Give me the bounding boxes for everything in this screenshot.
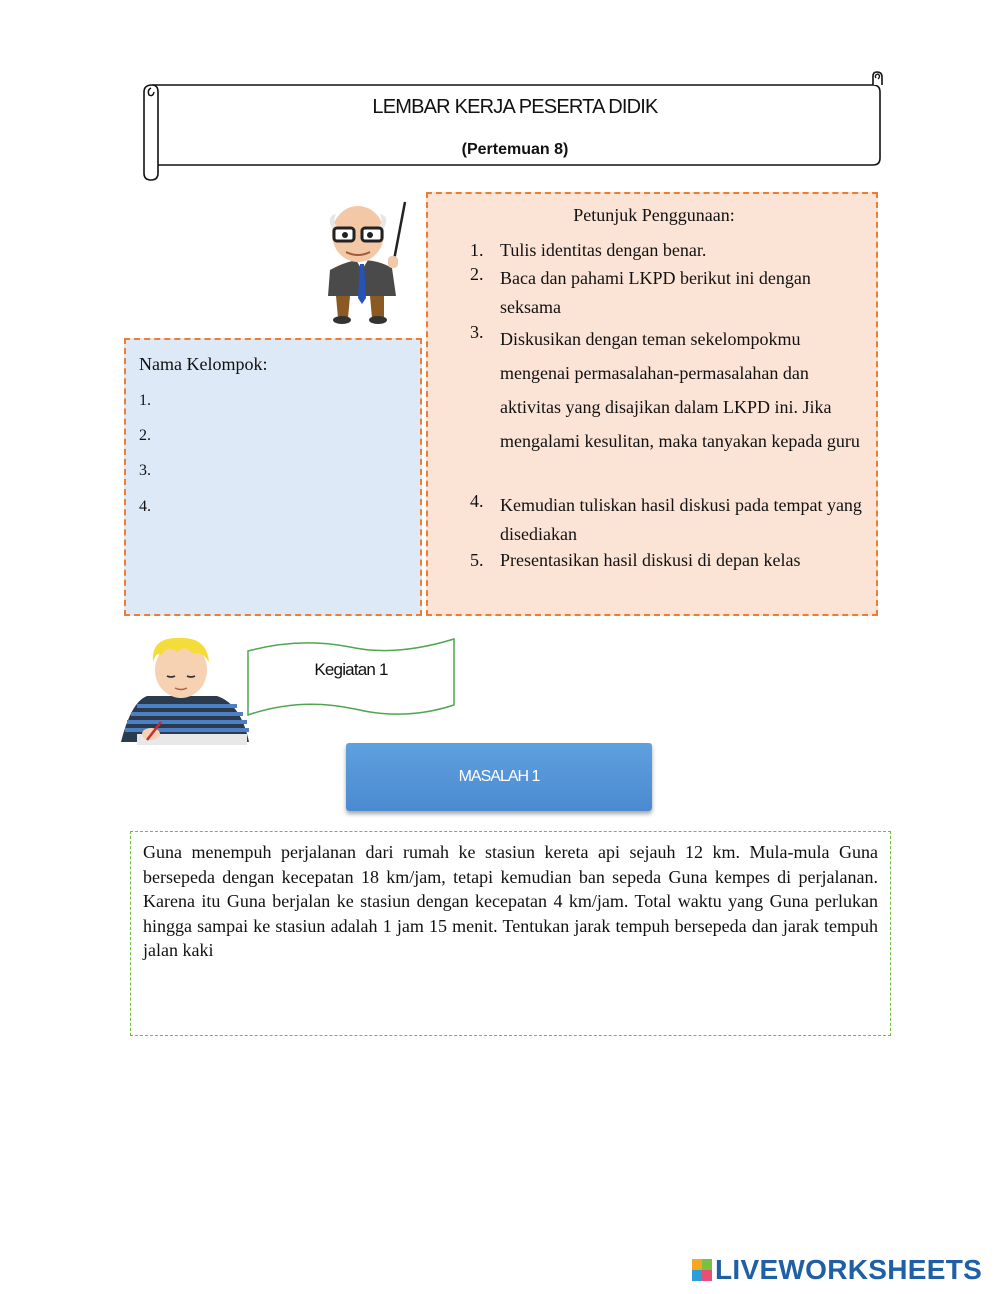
logo-square: [702, 1270, 712, 1281]
page-subtitle: (Pertemuan 8): [461, 141, 569, 158]
instruction-number: 3.: [470, 322, 484, 342]
student-illustration: [117, 630, 257, 745]
group-member-number: 1.: [139, 392, 151, 409]
instruction-text: Presentasikan hasil diskusi di depan kelas: [500, 550, 801, 570]
problem-box: [130, 831, 891, 1036]
problem-1-button[interactable]: MASALAH 1: [346, 743, 652, 811]
group-member-number: 3.: [139, 462, 151, 479]
group-names-box: [124, 338, 422, 616]
logo-square: [692, 1270, 702, 1281]
instruction-number: 4.: [470, 491, 484, 511]
group-member-number: 4.: [139, 498, 151, 515]
logo-square: [702, 1259, 712, 1270]
instructions-box: [426, 192, 878, 616]
instruction-text: Kemudian tuliskan hasil diskusi pada tempat yang disediakan: [500, 495, 862, 544]
instruction-text: Diskusikan dengan teman sekelompokmu mengenai permasalahan-permasalahan dan aktivitas yang disajikan dalam LKPD ini. Jika mengalami kesulitan, maka tanyakan kepada guru: [500, 329, 860, 451]
activity-label: Kegiatan 1: [314, 660, 388, 679]
instruction-number: 1.: [470, 240, 484, 260]
instruction-text: Baca dan pahami LKPD berikut ini dengan seksama: [500, 268, 811, 317]
instructions-heading: Petunjuk Penggunaan:: [573, 205, 735, 225]
logo-icon: [692, 1259, 712, 1281]
instruction-text: Tulis identitas dengan benar.: [500, 240, 707, 260]
page-title: LEMBAR KERJA PESERTA DIDIK: [372, 96, 658, 118]
instruction-number: 2.: [470, 264, 484, 284]
teacher-illustration: [312, 198, 412, 326]
logo-square: [692, 1259, 702, 1270]
group-member-number: 2.: [139, 427, 151, 444]
liveworksheets-logo[interactable]: [692, 1255, 982, 1285]
problem-text: Guna menempuh perjalanan dari rumah ke stasiun kereta api sejauh 12 km. Mula-mula Guna bersepeda dengan kecepatan 18 km/jam, tetapi kemudian ban sepeda Guna kempes di perjalanan. Karena itu Guna berjalan ke stasiun dengan kecepatan 4 km/jam. Total waktu yang Guna perlukan hingga sampai ke stasiun adalah 1 jam 15 menit. Tentukan jarak tempuh bersepeda dan jarak tempuh jalan kaki: [143, 842, 878, 960]
scroll-banner: [138, 70, 888, 185]
logo-text: LIVEWORKSHEETS: [715, 1254, 983, 1285]
group-label: Nama Kelompok:: [139, 354, 268, 374]
instruction-number: 5.: [470, 550, 484, 570]
